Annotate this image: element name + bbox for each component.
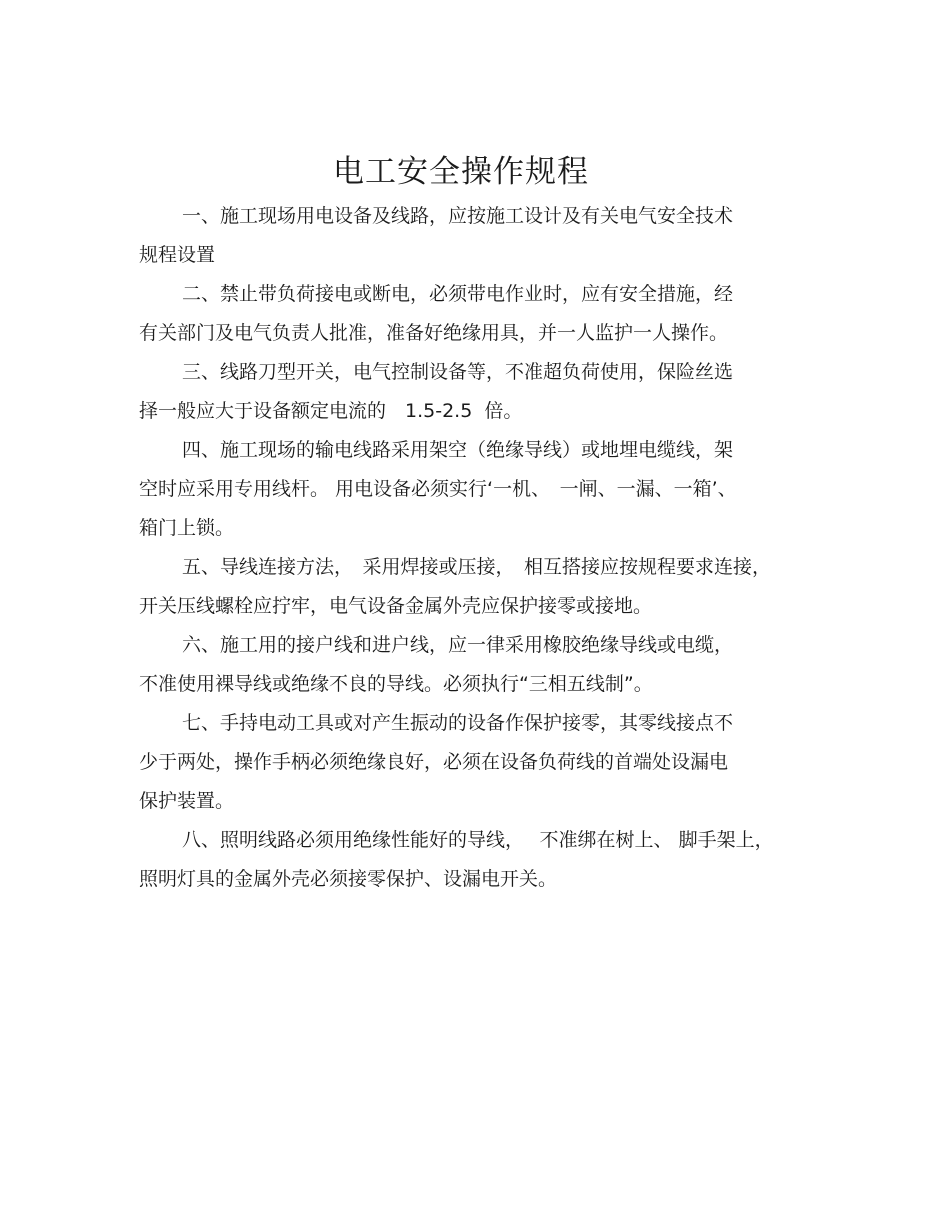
clause-line: 规程设置 <box>139 244 216 266</box>
clause-line: 一、施工现场用电设备及线路，应按施工设计及有关电气安全技术 <box>182 205 734 227</box>
clause-5 <box>139 548 819 626</box>
clause-line: 保护装置。 <box>139 790 235 812</box>
clause-4 <box>139 431 819 548</box>
clause-line: 少于两处，操作手柄必须绝缘良好，必须在设备负荷线的首端处设漏电 <box>139 751 729 773</box>
clause-6 <box>139 626 819 704</box>
clause-3 <box>139 353 819 431</box>
clause-1 <box>139 197 819 275</box>
clause-line: 六、施工用的接户线和进户线，应一律采用橡胶绝缘导线或电缆， <box>182 634 734 656</box>
clause-line: 不准使用裸导线或绝缘不良的导线。必须执行“三相五线制”。 <box>139 673 653 695</box>
clause-2 <box>139 275 819 353</box>
clause-line: 四、施工现场的输电线路采用架空（绝缘导线）或地埋电缆线，架 <box>182 439 734 461</box>
clause-line: 三、线路刀型开关，电气控制设备等，不准超负荷使用，保险丝选 <box>182 361 734 383</box>
clause-line: 五、导线连接方法， 采用焊接或压接， 相互搭接应按规程要求连接， <box>182 556 772 578</box>
clause-7 <box>139 704 819 821</box>
clause-line: 照明灯具的金属外壳必须接零保护、设漏电开关。 <box>139 868 558 890</box>
document-title: 电工安全操作规程 <box>333 154 589 190</box>
clause-line: 开关压线螺栓应拧牢，电气设备金属外壳应保护接零或接地。 <box>139 595 653 617</box>
document-body <box>139 197 819 899</box>
clause-line: 八、照明线路必须用绝缘性能好的导线， 不准绑在树上、 脚手架上， <box>182 829 774 851</box>
clause-line: 二、禁止带负荷接电或断电，必须带电作业时，应有安全措施，经 <box>182 283 734 305</box>
clause-line: 七、手持电动工具或对产生振动的设备作保护接零，其零线接点不 <box>182 712 734 734</box>
clause-line: 空时应采用专用线杆。 用电设备必须实行‘一机、 一闸、一漏、一箱’、 <box>139 478 737 500</box>
clause-8 <box>139 821 819 899</box>
clause-line: 择一般应大于设备额定电流的 1.5-2.5 倍。 <box>139 400 523 422</box>
clause-line: 箱门上锁。 <box>139 517 235 539</box>
clause-line: 有关部门及电气负责人批准，准备好绝缘用具，并一人监护一人操作。 <box>139 322 729 344</box>
